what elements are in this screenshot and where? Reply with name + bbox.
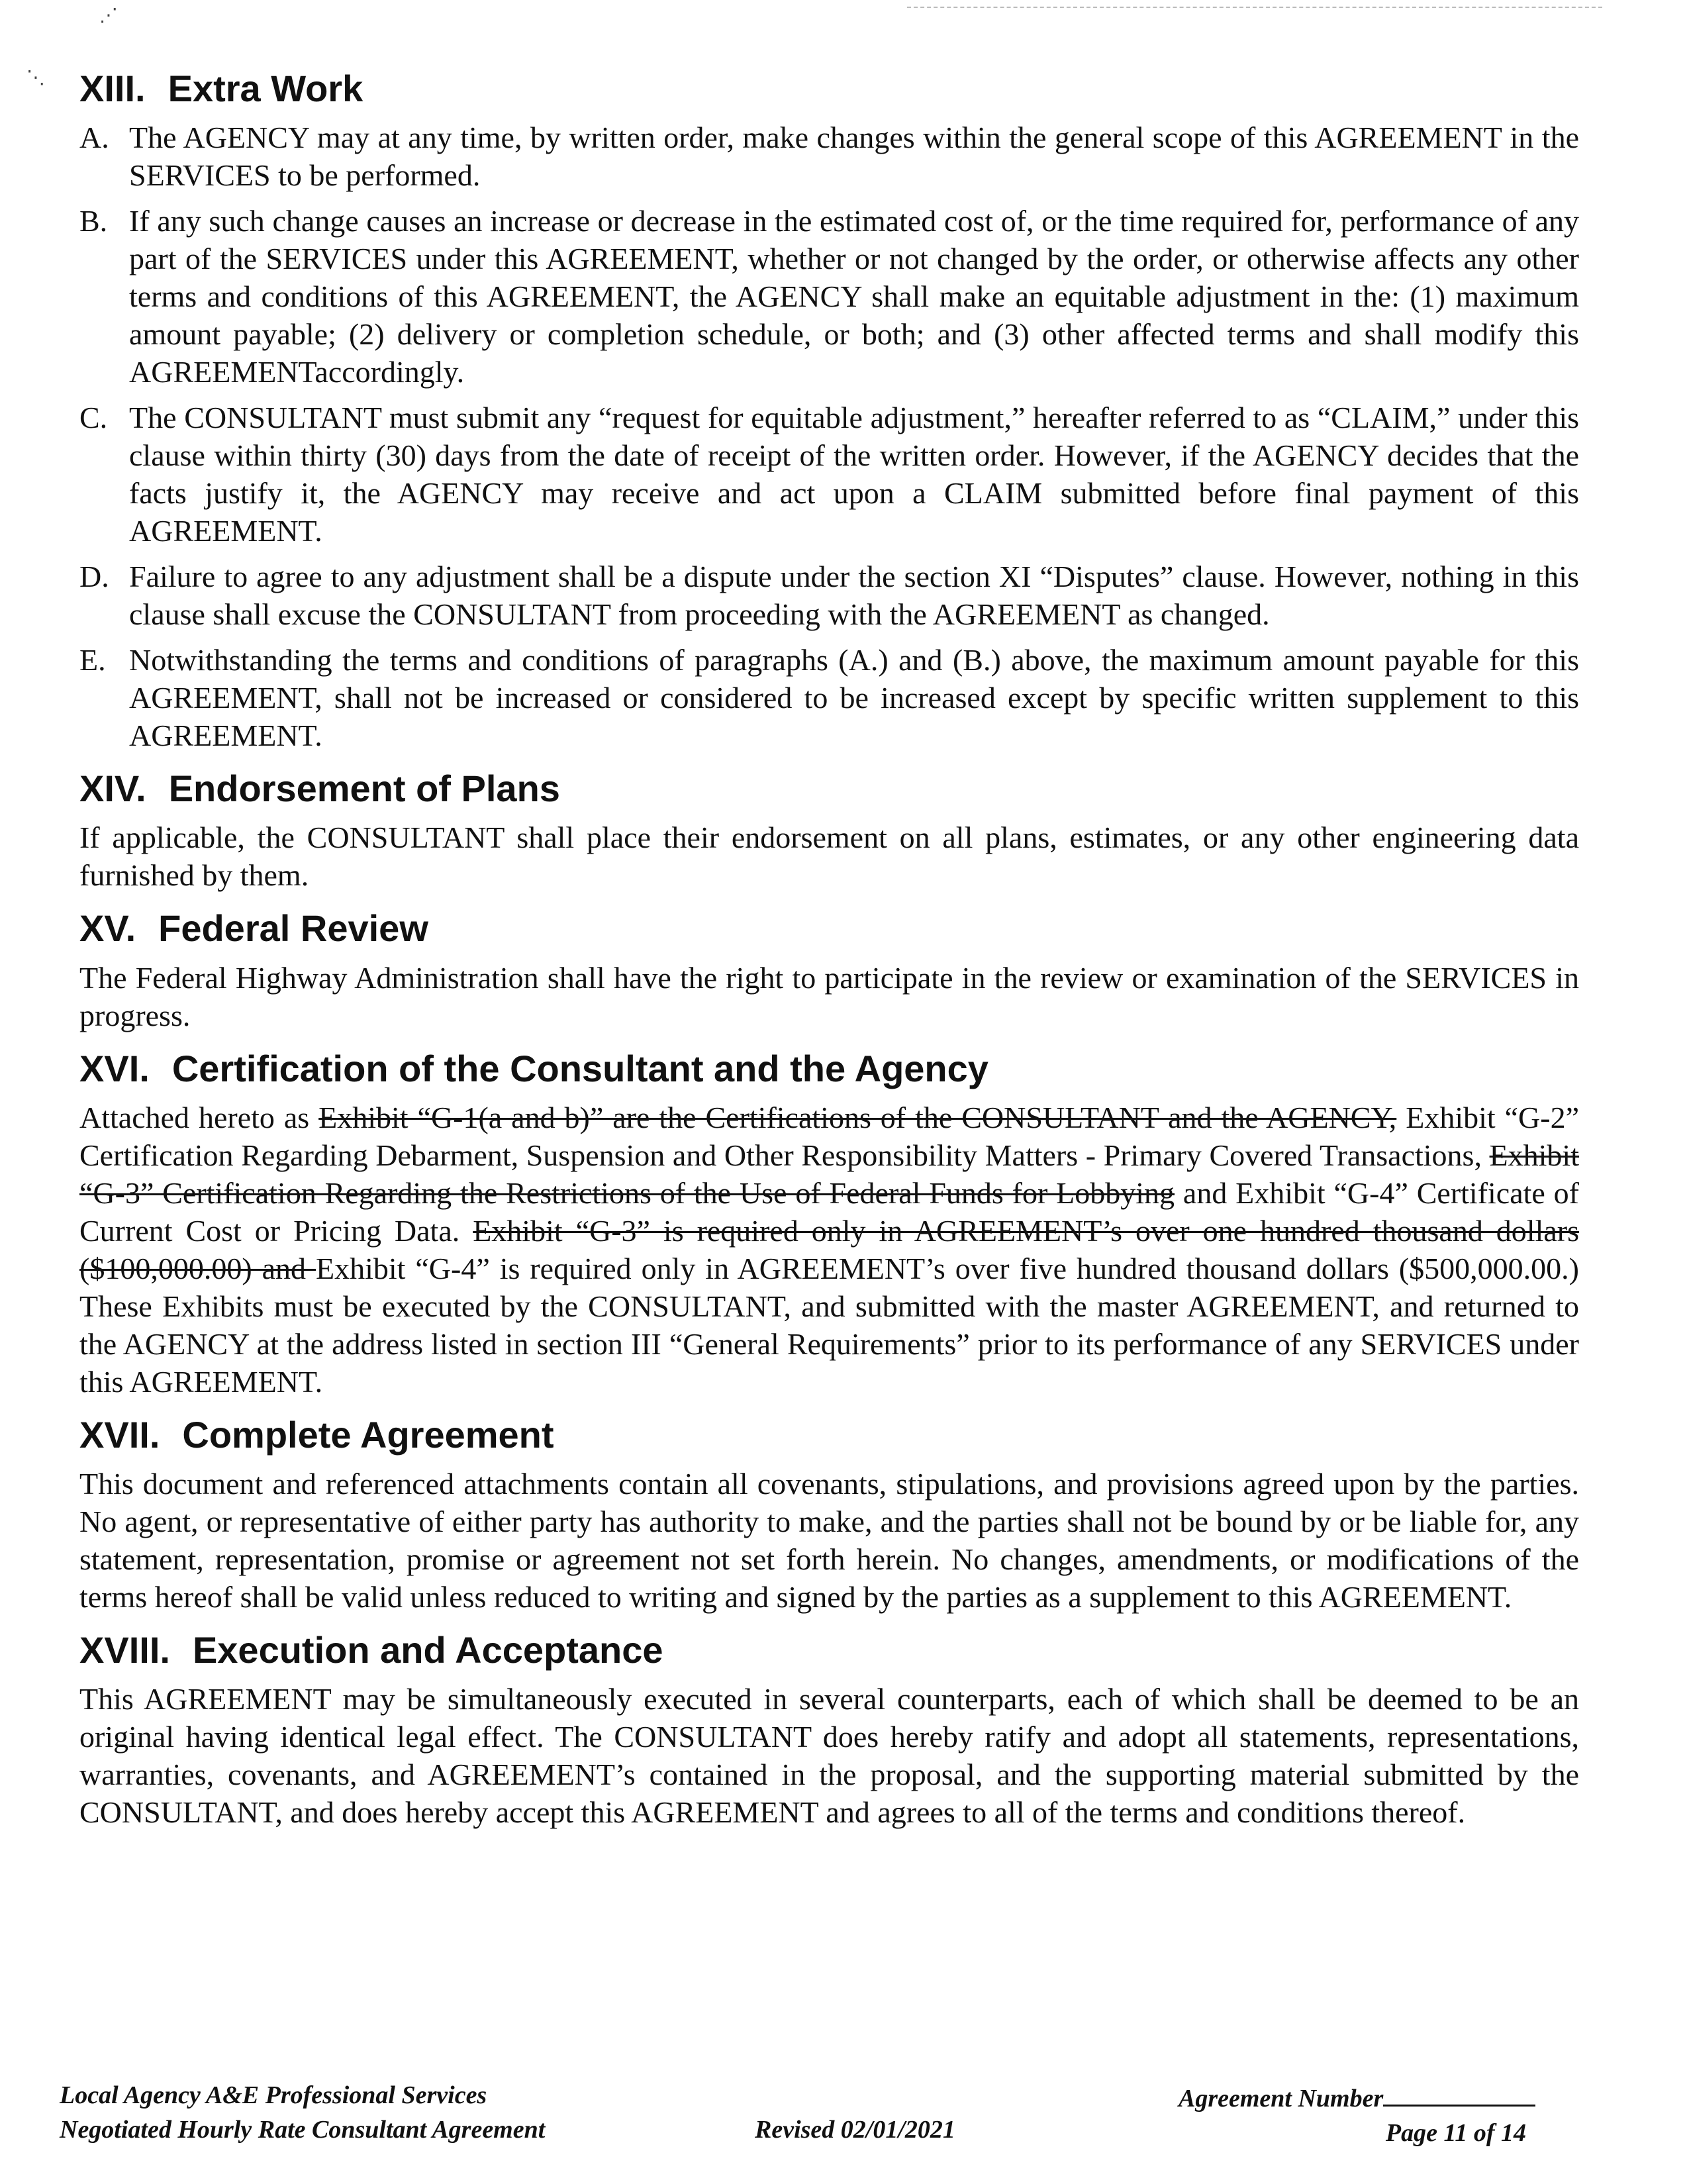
- item-letter: D.: [79, 560, 109, 594]
- section-heading: [79, 766, 1579, 811]
- section-certification: [79, 1046, 1579, 1401]
- list-item: [79, 399, 1579, 550]
- paragraph-text: and Exhibit “G-4” Certificate of Current Cost or Pricing Data.: [79, 1175, 1580, 1248]
- section-title: Complete Agreement: [182, 1413, 554, 1456]
- section-number: XIII.: [79, 68, 146, 109]
- item-text: Failure to agree to any adjustment shall be a dispute under the section XI “Disputes” clause. However, nothing in this clause shall excuse the CONSULTANT from proceeding with the AGREEMENT as changed.: [129, 560, 1579, 632]
- section-number: XVIII.: [79, 1628, 170, 1671]
- footer-right: [1179, 2078, 1563, 2150]
- section-paragraph: [79, 1099, 1579, 1401]
- section-title: Federal Review: [158, 907, 428, 950]
- section-number: XIV.: [79, 768, 146, 810]
- paragraph-text: Exhibit “G-2” Certification Regarding Debarment, Suspension and Other Responsibility Matters - Primary Covered Transactions,: [79, 1100, 1579, 1172]
- item-text: Notwithstanding the terms and conditions of paragraphs (A.) and (B.) above, the maximum amount payable for this AGREEMENT, shall not be increased or considered to be increased except by specific written supplement to this AGREEMENT.: [129, 643, 1579, 753]
- section-heading: [79, 1628, 1579, 1672]
- section-complete-agreement: [79, 1413, 1579, 1616]
- item-letter: B.: [79, 204, 108, 238]
- section-heading: [79, 1046, 1579, 1091]
- section-endorsement-of-plans: [79, 766, 1579, 894]
- struck-text: Exhibit “G-1(a and b)” are the Certifications of the CONSULTANT and the AGENCY,: [318, 1100, 1397, 1134]
- agreement-number-blank: [1383, 2078, 1535, 2107]
- item-text: The AGENCY may at any time, by written order, make changes within the general scope of this AGREEMENT in the SERVICES to be performed.: [129, 121, 1579, 193]
- section-title: Endorsement of Plans: [168, 768, 560, 810]
- paragraph-text: Exhibit “G-4” is required only in AGREEMENT’s over five hundred thousand dollars ($500,000.00.) These Exhibits must be executed by the CONSULTANT, and submitted with the master AGREEMENT, and returned to the AGENCY at the address listed in section III “General Requirements” prior to its performance of any SERVICES under this AGREEMENT.: [79, 1251, 1579, 1399]
- agreement-number-label: Agreement Number: [1179, 2085, 1384, 2112]
- section-title: Execution and Acceptance: [192, 1628, 663, 1671]
- agreement-number-row: [1179, 2078, 1563, 2116]
- item-letter: E.: [79, 643, 106, 677]
- list-item: [79, 202, 1579, 391]
- section-execution-and-acceptance: [79, 1628, 1579, 1831]
- section-paragraph: The Federal Highway Administration shall have the right to participate in the review or examination of the SERVICES in progress.: [79, 960, 1579, 1032]
- section-paragraph: If applicable, the CONSULTANT shall place their endorsement on all plans, estimates, or any other engineering data furnished by them.: [79, 820, 1579, 893]
- scan-artifact-line: [907, 7, 1602, 8]
- section-paragraph: This AGREEMENT may be simultaneously executed in several counterparts, each of which shall be deemed to be an original having identical legal effect. The CONSULTANT does hereby ratify and adopt all statements, representations, warranties, covenants, and AGREEMENT’s contained in the proposal, and the supporting material submitted by the CONSULTANT, and does hereby accept this AGREEMENT and agrees to all of the terms and conditions thereof.: [79, 1682, 1579, 1830]
- scan-speck: ⋰: [99, 4, 118, 26]
- document-body: [79, 66, 1579, 1831]
- footer-title-line-1: Local Agency A&E Professional Services: [60, 2081, 487, 2109]
- list-item: [79, 558, 1579, 633]
- section-heading: [79, 66, 1579, 111]
- section-federal-review: [79, 906, 1579, 1034]
- section-paragraph: This document and referenced attachments contain all covenants, stipulations, and provisions agreed upon by the parties. No agent, or representative of either party has authority to make, and the parties shall not be bound by or be liable for, any statement, representation, promise or agreement not set forth herein. No changes, amendments, or modifications of the terms hereof shall be valid unless reduced to writing and signed by the parties as a supplement to this AGREEMENT.: [79, 1466, 1579, 1614]
- scan-speck: ⋱: [26, 66, 45, 88]
- footer-revised-date: Revised 02/01/2021: [755, 2116, 955, 2144]
- section-heading: [79, 906, 1579, 950]
- section-number: XVI.: [79, 1047, 150, 1089]
- section-title: Certification of the Consultant and the Agency: [171, 1047, 988, 1089]
- list-item: [79, 119, 1579, 194]
- footer-left: [60, 2078, 545, 2147]
- paragraph-text: Attached hereto as: [79, 1100, 319, 1134]
- item-text: If any such change causes an increase or decrease in the estimated cost of, or the time required for, performance of any part of the SERVICES under this AGREEMENT, whether or not changed by the order, or otherwise affects any other terms and conditions of this AGREEMENT, the AGENCY shall make an equitable adjustment in the: (1) maximum amount payable; (2) delivery or completion schedule, or both; and (3) other affected terms and shall modify this AGREEMENTaccordingly.: [129, 204, 1579, 389]
- section-number: XV.: [79, 907, 136, 950]
- section-number: XVII.: [79, 1413, 160, 1456]
- item-letter: C.: [79, 401, 108, 435]
- struck-text: Exhibit “G-3” Certification Regarding the Restrictions of the Use of Federal Funds for Lobbying: [79, 1138, 1579, 1210]
- item-list: [79, 119, 1579, 754]
- footer-title-line-2: Negotiated Hourly Rate Consultant Agreement: [60, 2116, 546, 2144]
- page-number: Page 11 of 14: [1385, 2119, 1526, 2147]
- item-text: The CONSULTANT must submit any “request for equitable adjustment,” hereafter referred to as “CLAIM,” under this clause within thirty (30) days from the date of receipt of the written order. However, if the AGENCY decides that the facts justify it, the AGENCY may receive and act upon a CLAIM submitted before final payment of this AGREEMENT.: [129, 401, 1579, 548]
- struck-text: Exhibit “G-3” is required only in AGREEMENT’s over one hundred thousand dollars ($100,000.00) and: [79, 1213, 1579, 1285]
- item-letter: A.: [79, 121, 109, 155]
- section-extra-work: [79, 66, 1579, 754]
- list-item: [79, 641, 1579, 754]
- section-heading: [79, 1413, 1579, 1457]
- section-title: Extra Work: [168, 68, 363, 109]
